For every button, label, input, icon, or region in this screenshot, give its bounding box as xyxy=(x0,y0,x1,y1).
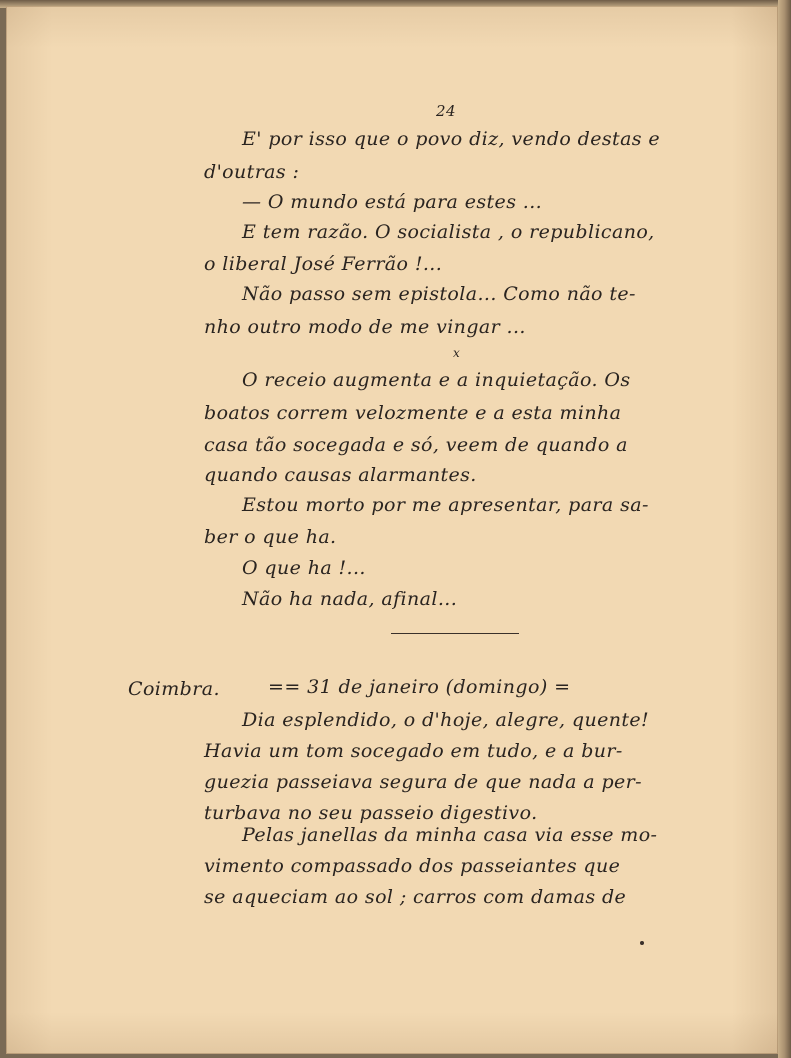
text-line: vimento compassado dos passeiantes que xyxy=(204,855,621,877)
text-line: O que ha !... xyxy=(242,557,366,579)
text-line: O receio augmenta e a inquietação. Os xyxy=(242,369,631,391)
section-divider xyxy=(391,633,519,634)
text-line: o liberal José Ferrão !... xyxy=(204,253,443,275)
manuscript-page xyxy=(6,6,778,1054)
text-line: casa tão socegada e só, veem de quando a xyxy=(204,434,628,456)
text-line: d'outras : xyxy=(204,161,300,183)
ink-dot xyxy=(640,941,644,945)
book-right-edge xyxy=(778,0,791,1058)
section-mark: x xyxy=(453,346,461,360)
text-line: — O mundo está para estes ... xyxy=(242,191,543,213)
text-line: E' por isso que o povo diz, vendo destas e xyxy=(242,128,661,150)
text-line: se aqueciam ao sol ; carros com damas de xyxy=(204,886,627,908)
text-line: E tem razão. O socialista , o republicano, xyxy=(242,221,655,243)
text-line: Havia um tom socegado em tudo, e a bur- xyxy=(204,740,623,762)
text-line: nho outro modo de me vingar ... xyxy=(204,316,526,338)
entry-date-heading: == 31 de janeiro (domingo) = xyxy=(268,676,571,698)
page-number: 24 xyxy=(436,102,456,120)
text-line: Não ha nada, afinal... xyxy=(242,588,458,610)
text-line: Estou morto por me apresentar, para sa- xyxy=(242,494,649,516)
text-line: Não passo sem epistola... Como não te- xyxy=(242,283,636,305)
text-line: Dia esplendido, o d'hoje, alegre, quente! xyxy=(242,709,650,731)
text-line: turbava no seu passeio digestivo. xyxy=(204,802,538,824)
text-line: Pelas janellas da minha casa via esse mo- xyxy=(242,824,658,846)
entry-place: Coimbra. xyxy=(128,678,220,700)
text-line: quando causas alarmantes. xyxy=(204,464,477,486)
text-line: guezia passeiava segura de que nada a per- xyxy=(204,771,642,793)
text-line: boatos correm velozmente e a esta minha xyxy=(204,402,622,424)
text-line: ber o que ha. xyxy=(204,526,337,548)
